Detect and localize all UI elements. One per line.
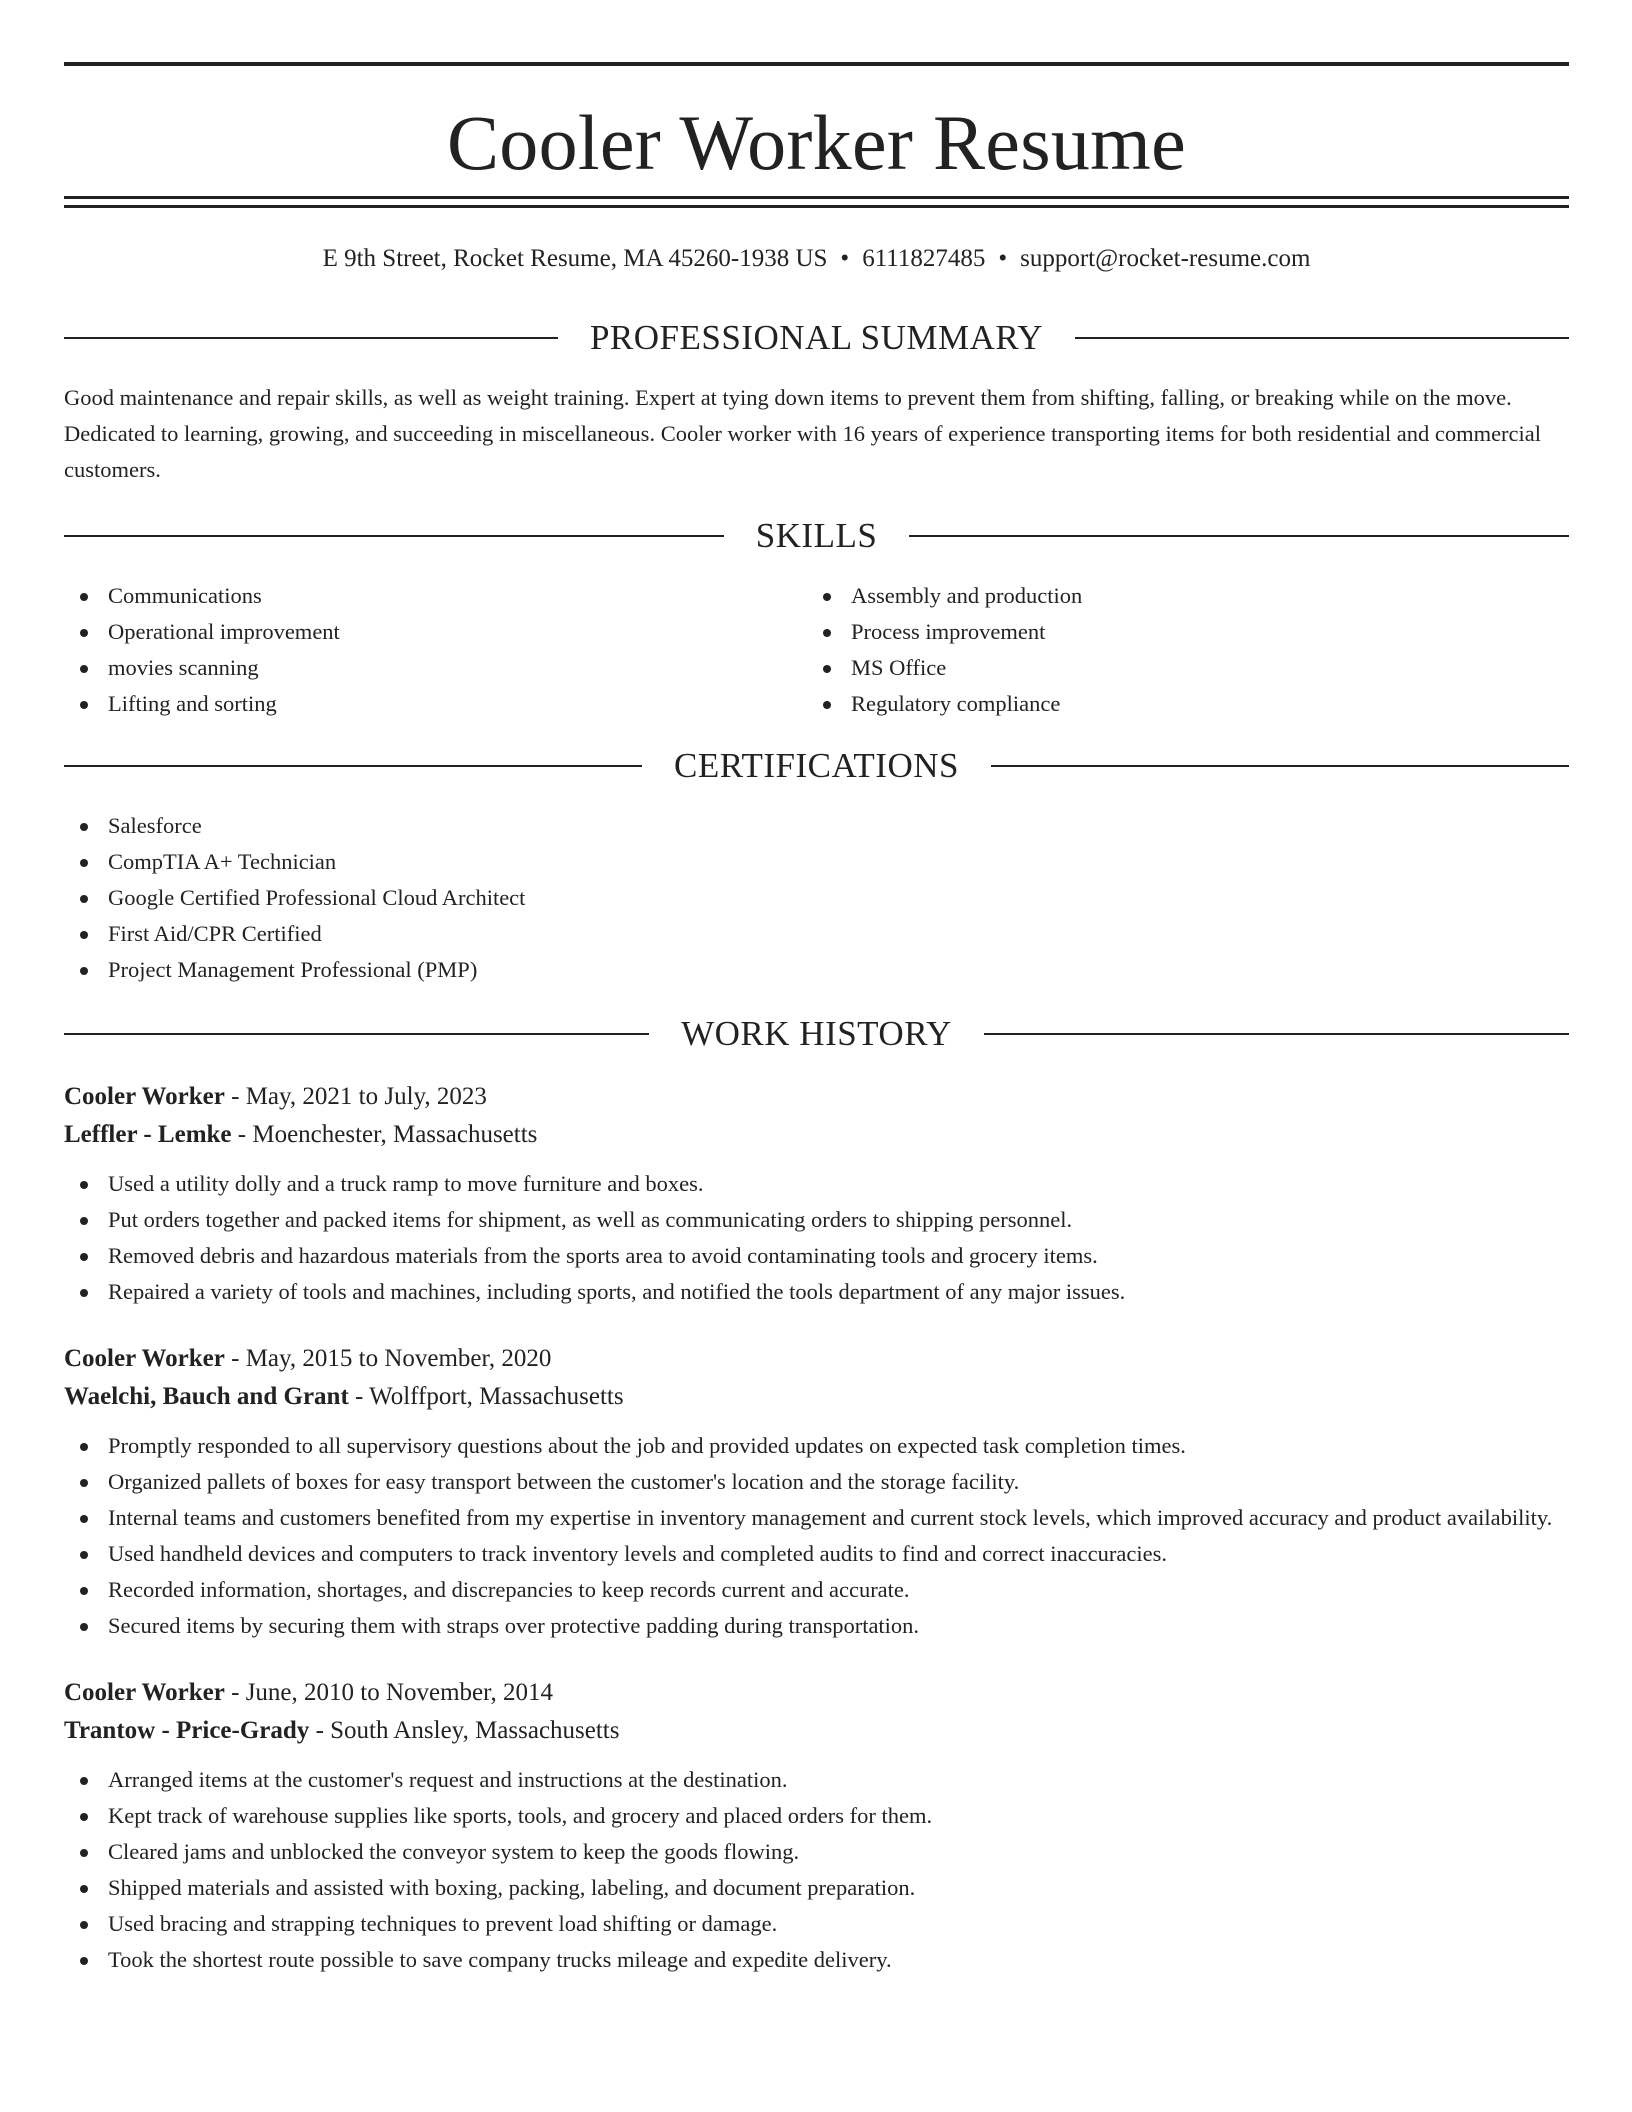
list-item-text: Assembly and production	[851, 583, 1083, 608]
job-entry	[64, 1674, 1569, 1978]
list-item-text: CompTIA A+ Technician	[108, 849, 337, 874]
job-entry	[64, 1078, 1569, 1310]
list-item-text: Used bracing and strapping techniques to prevent load shifting or damage.	[108, 1911, 778, 1936]
job-location: Wolffport, Massachusetts	[369, 1383, 624, 1410]
bullet-dot	[80, 1813, 88, 1821]
bullet-dot	[80, 859, 88, 867]
skill-item	[64, 686, 807, 722]
bullet-dot	[80, 665, 88, 673]
list-item-text: Internal teams and customers benefited from my expertise in inventory management and current stock levels, which improved accuracy and product availability.	[108, 1505, 1553, 1530]
skills-right-column	[807, 578, 1550, 722]
skill-item	[807, 650, 1550, 686]
job-title: Cooler Worker	[64, 1083, 225, 1110]
job-title-line: Cooler Worker - May, 2021 to July, 2023	[64, 1083, 487, 1110]
summary-text: Good maintenance and repair skills, as well as weight training. Expert at tying down items to prevent them from shifting, falling, or breaking while on the move. Dedicated to learning, growing, and succeeding in miscellaneous. Cooler worker with 16 years of experience transporting items for both residential and commercial customers.	[64, 385, 1542, 482]
bullet-dot	[80, 1623, 88, 1631]
contact-phone: 6111827485	[862, 245, 986, 272]
skill-item	[807, 614, 1550, 650]
list-item-text: MS Office	[851, 655, 947, 680]
bullet-dot	[80, 1181, 88, 1189]
job-duty-item	[64, 1608, 1569, 1644]
list-item-text: Shipped materials and assisted with boxing, packing, labeling, and document preparation.	[108, 1875, 916, 1900]
skill-item	[807, 578, 1550, 614]
contact-email: support@rocket-resume.com	[1020, 245, 1311, 272]
bullet-dot	[80, 1885, 88, 1893]
resume-page	[64, 62, 1569, 1978]
job-duty-item	[64, 1798, 1569, 1834]
bullet-dot	[823, 629, 831, 637]
job-dates: May, 2015 to November, 2020	[245, 1345, 552, 1372]
bullet-dot	[80, 1515, 88, 1523]
job-duty-item	[64, 1166, 1569, 1202]
bullet-dot	[823, 665, 831, 673]
job-company: Leffler - Lemke	[64, 1121, 232, 1148]
bullet-dot	[80, 1479, 88, 1487]
bullet-dot	[80, 593, 88, 601]
list-item-text: First Aid/CPR Certified	[108, 921, 322, 946]
list-item-text: Communications	[108, 583, 262, 608]
list-item-text: Kept track of warehouse supplies like sports, tools, and grocery and placed orders for them.	[108, 1803, 933, 1828]
job-duty-item	[64, 1834, 1569, 1870]
skills-left-column	[64, 578, 807, 722]
bullet-dot	[823, 593, 831, 601]
job-duty-item	[64, 1238, 1569, 1274]
skill-item	[64, 650, 807, 686]
job-company: Waelchi, Bauch and Grant	[64, 1383, 349, 1410]
list-item-text: Removed debris and hazardous materials from the sports area to avoid contaminating tools and grocery items.	[108, 1243, 1098, 1268]
job-company-line: Waelchi, Bauch and Grant - Wolffport, Massachusetts	[64, 1383, 624, 1410]
bullet-dot	[823, 701, 831, 709]
job-duty-item	[64, 1762, 1569, 1798]
bullet-dot	[80, 1777, 88, 1785]
job-duty-item	[64, 1906, 1569, 1942]
list-item-text: Salesforce	[108, 813, 202, 838]
bullet-dot	[80, 823, 88, 831]
job-duty-item	[64, 1464, 1569, 1500]
certifications-section-heading	[64, 746, 1569, 786]
certification-item	[64, 880, 1569, 916]
contact-separator: •	[840, 245, 850, 272]
job-duties-list	[64, 1762, 1569, 1978]
list-item-text: Used handheld devices and computers to track inventory levels and completed audits to find and correct inaccuracies.	[108, 1541, 1167, 1566]
contact-address: E 9th Street, Rocket Resume, MA 45260-1938 US	[322, 245, 828, 272]
bullet-dot	[80, 967, 88, 975]
job-duty-item	[64, 1870, 1569, 1906]
job-location: Moenchester, Massachusetts	[252, 1121, 538, 1148]
bullet-dot	[80, 1253, 88, 1261]
skill-item	[64, 614, 807, 650]
job-location: South Ansley, Massachusetts	[330, 1717, 620, 1744]
bullet-dot	[80, 1289, 88, 1297]
bullet-dot	[80, 1551, 88, 1559]
top-rule	[64, 62, 1569, 66]
list-item-text: movies scanning	[108, 655, 259, 680]
resume-title: Cooler Worker Resume	[446, 99, 1187, 186]
skill-item	[64, 578, 807, 614]
bullet-dot	[80, 1849, 88, 1857]
list-item-text: Project Management Professional (PMP)	[108, 957, 478, 982]
bullet-dot	[80, 701, 88, 709]
skills-list	[64, 578, 1569, 722]
list-item-text: Organized pallets of boxes for easy transport between the customer's location and the storage facility.	[108, 1469, 1020, 1494]
contact-separator: •	[998, 245, 1008, 272]
list-item-text: Operational improvement	[108, 619, 340, 644]
skills-heading-label: SKILLS	[755, 516, 878, 555]
list-item-text: Put orders together and packed items for shipment, as well as communicating orders to shipping personnel.	[108, 1207, 1073, 1232]
job-dates: May, 2021 to July, 2023	[245, 1083, 487, 1110]
job-duty-item	[64, 1500, 1569, 1536]
job-title: Cooler Worker	[64, 1345, 225, 1372]
list-item-text: Regulatory compliance	[851, 691, 1061, 716]
summary-section-heading	[64, 318, 1569, 358]
list-item-text: Recorded information, shortages, and discrepancies to keep records current and accurate.	[108, 1577, 910, 1602]
job-duties-list	[64, 1428, 1569, 1644]
bullet-dot	[80, 1921, 88, 1929]
certification-item	[64, 952, 1569, 988]
job-company-line: Trantow - Price-Grady - South Ansley, Massachusetts	[64, 1717, 620, 1744]
job-duty-item	[64, 1942, 1569, 1978]
list-item-text: Repaired a variety of tools and machines, including sports, and notified the tools department of any major issues.	[108, 1279, 1126, 1304]
job-duty-item	[64, 1202, 1569, 1238]
certifications-heading-label: CERTIFICATIONS	[674, 746, 959, 785]
work-heading-label: WORK HISTORY	[681, 1014, 952, 1053]
job-duty-item	[64, 1572, 1569, 1608]
bullet-dot	[80, 629, 88, 637]
skills-section-heading	[64, 516, 1569, 556]
bullet-dot	[80, 1217, 88, 1225]
job-dates: June, 2010 to November, 2014	[245, 1679, 553, 1706]
job-title: Cooler Worker	[64, 1679, 225, 1706]
certification-item	[64, 844, 1569, 880]
job-duty-item	[64, 1428, 1569, 1464]
list-item-text: Arranged items at the customer's request and instructions at the destination.	[108, 1767, 788, 1792]
bullet-dot	[80, 931, 88, 939]
list-item-text: Process improvement	[851, 619, 1046, 644]
title-double-rule	[64, 196, 1569, 208]
bullet-dot	[80, 1587, 88, 1595]
bullet-dot	[80, 1443, 88, 1451]
job-duty-item	[64, 1274, 1569, 1310]
list-item-text: Promptly responded to all supervisory questions about the job and provided updates on expected task completion times.	[108, 1433, 1186, 1458]
job-duties-list	[64, 1166, 1569, 1310]
certification-item	[64, 916, 1569, 952]
job-company: Trantow - Price-Grady	[64, 1717, 310, 1744]
work-history-list	[64, 1078, 1569, 1978]
job-title-line: Cooler Worker - May, 2015 to November, 2020	[64, 1345, 552, 1372]
job-entry	[64, 1340, 1569, 1644]
job-company-line: Leffler - Lemke - Moenchester, Massachusetts	[64, 1121, 538, 1148]
skill-item	[807, 686, 1550, 722]
list-item-text: Took the shortest route possible to save company trucks mileage and expedite delivery.	[108, 1947, 892, 1972]
job-title-line: Cooler Worker - June, 2010 to November, 2014	[64, 1679, 553, 1706]
job-duty-item	[64, 1536, 1569, 1572]
list-item-text: Lifting and sorting	[108, 691, 277, 716]
list-item-text: Secured items by securing them with straps over protective padding during transportation.	[108, 1613, 920, 1638]
summary-heading-label: PROFESSIONAL SUMMARY	[589, 318, 1044, 357]
work-section-heading	[64, 1014, 1569, 1054]
list-item-text: Used a utility dolly and a truck ramp to move furniture and boxes.	[108, 1171, 704, 1196]
bullet-dot	[80, 1957, 88, 1965]
bullet-dot	[80, 895, 88, 903]
certification-item	[64, 808, 1569, 844]
contact-line	[64, 244, 1569, 274]
list-item-text: Google Certified Professional Cloud Architect	[108, 885, 526, 910]
list-item-text: Cleared jams and unblocked the conveyor system to keep the goods flowing.	[108, 1839, 800, 1864]
certifications-list	[64, 808, 1569, 988]
